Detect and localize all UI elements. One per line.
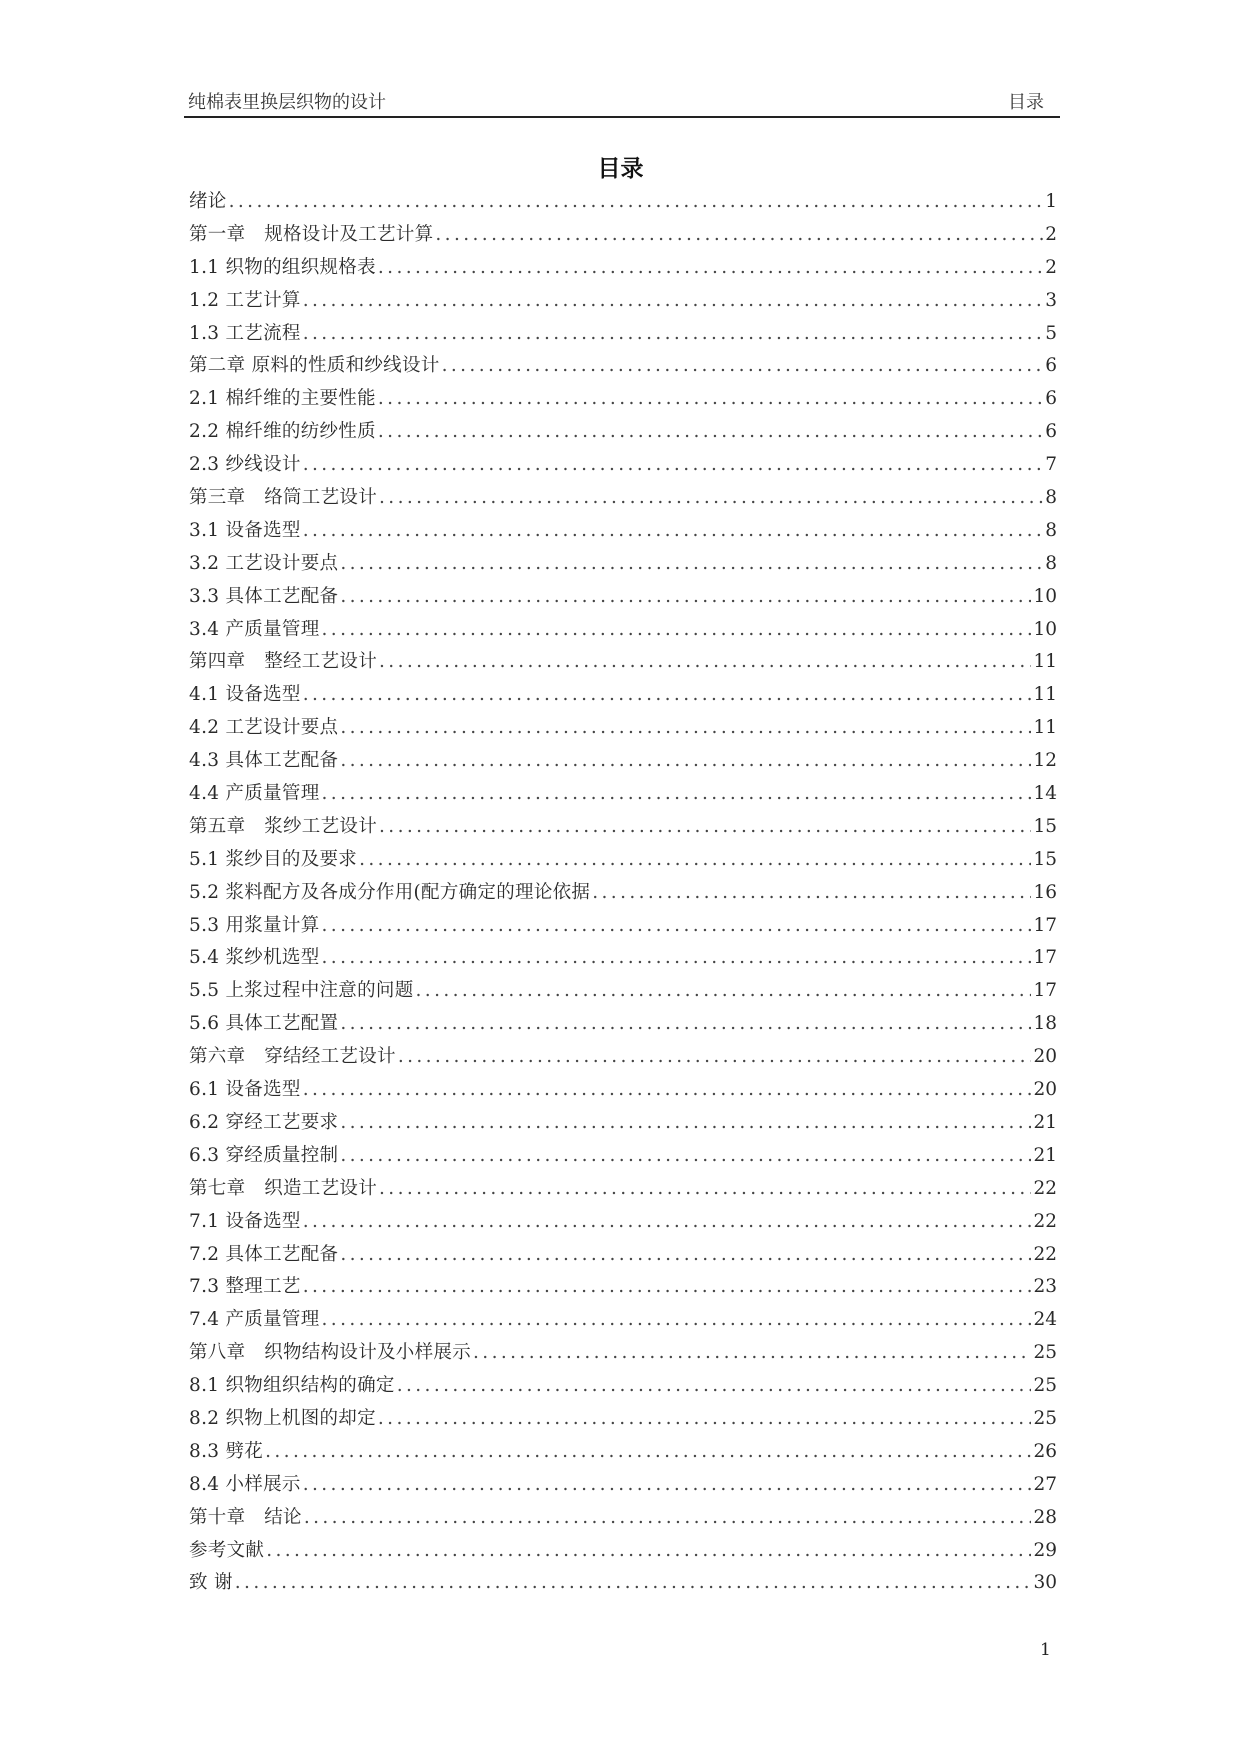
toc-dot-leader bbox=[379, 646, 1031, 679]
toc-entry-label: 5.1 浆纱目的及要求 bbox=[189, 848, 358, 870]
toc-entry-page: 25 bbox=[1033, 1342, 1057, 1364]
toc-entry[interactable] bbox=[189, 1567, 1057, 1600]
toc-entry-label: 第七章 织造工艺设计 bbox=[189, 1177, 378, 1199]
toc-entry-page: 15 bbox=[1033, 848, 1057, 870]
toc-entry[interactable] bbox=[189, 646, 1057, 679]
toc-entry-page: 7 bbox=[1045, 454, 1057, 476]
toc-entry[interactable] bbox=[189, 942, 1057, 975]
toc-entry[interactable] bbox=[189, 252, 1057, 285]
toc-entry-page: 26 bbox=[1033, 1440, 1057, 1462]
toc-entry-label: 第五章 浆纱工艺设计 bbox=[189, 815, 378, 837]
toc-entry-page: 11 bbox=[1033, 717, 1057, 739]
toc-entry[interactable] bbox=[189, 1239, 1057, 1272]
toc-entry-page: 8 bbox=[1045, 487, 1057, 509]
toc-dot-leader bbox=[304, 1502, 1032, 1535]
toc-dot-leader bbox=[303, 515, 1044, 548]
toc-entry[interactable] bbox=[189, 1370, 1057, 1403]
toc-entry-page: 14 bbox=[1033, 783, 1057, 805]
header-document-title: 纯棉表里换层织物的设计 bbox=[188, 92, 386, 113]
toc-dot-leader bbox=[322, 778, 1032, 811]
toc-entry[interactable] bbox=[189, 383, 1057, 416]
toc-entry-label: 8.2 织物上机图的却定 bbox=[189, 1407, 376, 1429]
toc-dot-leader bbox=[340, 1008, 1031, 1041]
toc-entry-label: 8.1 织物组织结构的确定 bbox=[189, 1375, 395, 1397]
page-number: 1 bbox=[1040, 1640, 1051, 1660]
toc-entry-label: 第三章 络筒工艺设计 bbox=[189, 487, 378, 509]
toc-entry-label: 8.3 劈花 bbox=[189, 1440, 264, 1462]
toc-entry-page: 29 bbox=[1033, 1539, 1057, 1561]
toc-entry[interactable] bbox=[189, 614, 1057, 647]
toc-entry-label: 1.3 工艺流程 bbox=[189, 322, 301, 344]
toc-entry-label: 参考文献 bbox=[189, 1539, 265, 1561]
toc-entry-label: 7.2 具体工艺配备 bbox=[189, 1243, 339, 1265]
toc-entry-page: 22 bbox=[1033, 1177, 1057, 1199]
toc-entry-label: 5.6 具体工艺配置 bbox=[189, 1013, 339, 1035]
toc-dot-leader bbox=[340, 581, 1031, 614]
toc-entry[interactable] bbox=[189, 482, 1057, 515]
toc-entry-label: 4.2 工艺设计要点 bbox=[189, 717, 339, 739]
toc-entry-page: 6 bbox=[1045, 388, 1057, 410]
toc-entry[interactable] bbox=[189, 679, 1057, 712]
toc-entry-label: 第四章 整经工艺设计 bbox=[189, 651, 378, 673]
toc-entry-page: 11 bbox=[1033, 684, 1057, 706]
toc-entry-label: 1.1 织物的组织规格表 bbox=[189, 256, 376, 278]
toc-dot-leader bbox=[435, 219, 1043, 252]
toc-entry[interactable] bbox=[189, 1304, 1057, 1337]
toc-entry-label: 第六章 穿结经工艺设计 bbox=[189, 1046, 396, 1068]
toc-entry[interactable] bbox=[189, 1107, 1057, 1140]
toc-entry-page: 24 bbox=[1033, 1309, 1057, 1331]
toc-entry-label: 6.2 穿经工艺要求 bbox=[189, 1111, 339, 1133]
toc-dot-leader bbox=[378, 1403, 1032, 1436]
toc-entry[interactable] bbox=[189, 581, 1057, 614]
toc-entry[interactable] bbox=[189, 1535, 1057, 1568]
toc-entry-label: 4.3 具体工艺配备 bbox=[189, 750, 339, 772]
toc-dot-leader bbox=[378, 383, 1043, 416]
toc-entry-page: 1 bbox=[1045, 191, 1057, 212]
toc-entry-label: 3.4 产质量管理 bbox=[189, 618, 320, 640]
toc-dot-leader bbox=[592, 877, 1031, 910]
toc-entry-page: 25 bbox=[1033, 1407, 1057, 1429]
toc-entry[interactable] bbox=[189, 1074, 1057, 1107]
page-header bbox=[184, 86, 1060, 118]
toc-entry-page: 18 bbox=[1033, 1013, 1057, 1035]
toc-entry-label: 8.4 小样展示 bbox=[189, 1473, 301, 1495]
toc-entry-page: 8 bbox=[1045, 552, 1057, 574]
toc-entry-page: 20 bbox=[1033, 1079, 1057, 1101]
toc-entry[interactable] bbox=[189, 1403, 1057, 1436]
toc-entry-label: 第八章 织物结构设计及小样展示 bbox=[189, 1342, 472, 1364]
toc-dot-leader bbox=[473, 1337, 1031, 1370]
toc-entry-page: 17 bbox=[1033, 980, 1057, 1002]
toc-entry[interactable] bbox=[189, 975, 1057, 1008]
toc-entry-page: 23 bbox=[1033, 1276, 1057, 1298]
toc-entry-page: 2 bbox=[1045, 256, 1057, 278]
toc-entry[interactable] bbox=[189, 1337, 1057, 1370]
toc-heading: 目录 bbox=[597, 156, 644, 182]
toc-entry[interactable] bbox=[189, 1502, 1057, 1535]
toc-dot-leader bbox=[303, 1469, 1032, 1502]
toc-entry-label: 3.3 具体工艺配备 bbox=[189, 585, 339, 607]
toc-entry[interactable] bbox=[189, 350, 1057, 383]
toc-entry-label: 2.1 棉纤维的主要性能 bbox=[189, 388, 376, 410]
toc-entry[interactable] bbox=[189, 449, 1057, 482]
toc-dot-leader bbox=[397, 1370, 1032, 1403]
toc-dot-leader bbox=[303, 318, 1044, 351]
toc-entry-page: 20 bbox=[1033, 1046, 1057, 1068]
toc-entry[interactable] bbox=[189, 910, 1057, 943]
toc-entry-label: 5.3 用浆量计算 bbox=[189, 914, 320, 936]
toc-dot-leader bbox=[379, 482, 1043, 515]
toc-entry-label: 第十章 结论 bbox=[189, 1506, 302, 1528]
toc-entry-label: 7.4 产质量管理 bbox=[189, 1309, 320, 1331]
toc-entry[interactable] bbox=[189, 1436, 1057, 1469]
toc-dot-leader bbox=[359, 844, 1031, 877]
toc-entry-label: 4.4 产质量管理 bbox=[189, 783, 320, 805]
toc-entry-label: 5.5 上浆过程中注意的问题 bbox=[189, 980, 414, 1002]
toc-entry-label: 7.1 设备选型 bbox=[189, 1210, 301, 1232]
toc-dot-leader bbox=[340, 548, 1043, 581]
toc-entry-page: 21 bbox=[1033, 1111, 1057, 1133]
toc-dot-leader bbox=[265, 1436, 1031, 1469]
toc-entry-page: 5 bbox=[1045, 322, 1057, 344]
toc-entry-page: 25 bbox=[1033, 1375, 1057, 1397]
toc-entry[interactable] bbox=[189, 811, 1057, 844]
toc-entry[interactable] bbox=[189, 1206, 1057, 1239]
toc-dot-leader bbox=[322, 942, 1032, 975]
toc-dot-leader bbox=[340, 745, 1031, 778]
toc-dot-leader bbox=[303, 679, 1032, 712]
toc-entry-page: 10 bbox=[1033, 585, 1057, 607]
toc-entry-page: 27 bbox=[1033, 1473, 1057, 1495]
toc-entry-label: 6.1 设备选型 bbox=[189, 1079, 301, 1101]
toc-entry-label: 第一章 规格设计及工艺计算 bbox=[189, 223, 434, 245]
toc-entry[interactable] bbox=[189, 712, 1057, 745]
toc-dot-leader bbox=[340, 1107, 1031, 1140]
toc-dot-leader bbox=[303, 1206, 1032, 1239]
toc-entry-label: 绪论 bbox=[189, 191, 227, 212]
toc-entry[interactable] bbox=[189, 844, 1057, 877]
toc-entry-label: 致 谢 bbox=[189, 1572, 233, 1594]
toc-dot-leader bbox=[303, 285, 1044, 318]
toc-entry[interactable] bbox=[189, 778, 1057, 811]
toc-entry[interactable] bbox=[189, 285, 1057, 318]
toc-entry[interactable] bbox=[189, 1008, 1057, 1041]
toc-entry-page: 11 bbox=[1033, 651, 1057, 673]
table-of-contents bbox=[189, 186, 1057, 1600]
toc-entry-page: 17 bbox=[1033, 914, 1057, 936]
toc-dot-leader bbox=[303, 1074, 1032, 1107]
toc-dot-leader bbox=[322, 1304, 1032, 1337]
toc-dot-leader bbox=[340, 1140, 1031, 1173]
toc-entry-page: 22 bbox=[1033, 1243, 1057, 1265]
toc-entry-page: 3 bbox=[1045, 289, 1057, 311]
toc-entry-label: 2.2 棉纤维的纺纱性质 bbox=[189, 421, 376, 443]
toc-entry[interactable] bbox=[189, 186, 1057, 219]
toc-entry[interactable] bbox=[189, 318, 1057, 351]
toc-entry[interactable] bbox=[189, 219, 1057, 252]
toc-entry-label: 1.2 工艺计算 bbox=[189, 289, 301, 311]
toc-entry[interactable] bbox=[189, 1041, 1057, 1074]
toc-entry-label: 5.2 浆料配方及各成分作用(配方确定的理论依据 bbox=[189, 881, 591, 903]
toc-dot-leader bbox=[303, 449, 1044, 482]
toc-entry-label: 3.1 设备选型 bbox=[189, 519, 301, 541]
toc-entry-label: 7.3 整理工艺 bbox=[189, 1276, 301, 1298]
toc-dot-leader bbox=[235, 1567, 1032, 1600]
toc-dot-leader bbox=[340, 1239, 1031, 1272]
toc-entry[interactable] bbox=[189, 1469, 1057, 1502]
toc-entry-page: 28 bbox=[1033, 1506, 1057, 1528]
toc-entry-page: 22 bbox=[1033, 1210, 1057, 1232]
toc-entry-page: 21 bbox=[1033, 1144, 1057, 1166]
toc-entry[interactable] bbox=[189, 745, 1057, 778]
toc-entry-page: 6 bbox=[1045, 421, 1057, 443]
toc-entry[interactable] bbox=[189, 877, 1057, 910]
toc-dot-leader bbox=[322, 614, 1032, 647]
toc-entry[interactable] bbox=[189, 548, 1057, 581]
toc-dot-leader bbox=[266, 1535, 1031, 1568]
toc-entry-page: 16 bbox=[1033, 881, 1057, 903]
toc-dot-leader bbox=[322, 910, 1032, 943]
header-section-title: 目录 bbox=[1008, 92, 1044, 113]
toc-entry-label: 6.3 穿经质量控制 bbox=[189, 1144, 339, 1166]
toc-dot-leader bbox=[398, 1041, 1032, 1074]
toc-entry-label: 3.2 工艺设计要点 bbox=[189, 552, 339, 574]
toc-entry-label: 5.4 浆纱机选型 bbox=[189, 947, 320, 969]
toc-entry-page: 2 bbox=[1045, 223, 1057, 245]
toc-entry-label: 4.1 设备选型 bbox=[189, 684, 301, 706]
toc-entry-page: 6 bbox=[1045, 355, 1057, 377]
toc-entry-label: 第二章 原料的性质和纱线设计 bbox=[189, 355, 440, 377]
toc-entry[interactable] bbox=[189, 1173, 1057, 1206]
toc-entry[interactable] bbox=[189, 416, 1057, 449]
toc-entry-page: 30 bbox=[1033, 1572, 1057, 1594]
toc-entry-page: 17 bbox=[1033, 947, 1057, 969]
toc-dot-leader bbox=[303, 1271, 1032, 1304]
toc-dot-leader bbox=[378, 252, 1043, 285]
toc-dot-leader bbox=[229, 186, 1044, 219]
toc-dot-leader bbox=[340, 712, 1031, 745]
toc-entry[interactable] bbox=[189, 1140, 1057, 1173]
toc-entry-page: 10 bbox=[1033, 618, 1057, 640]
toc-entry[interactable] bbox=[189, 515, 1057, 548]
toc-dot-leader bbox=[379, 811, 1031, 844]
toc-entry-page: 8 bbox=[1045, 519, 1057, 541]
toc-dot-leader bbox=[442, 350, 1044, 383]
toc-dot-leader bbox=[416, 975, 1032, 1008]
toc-entry-label: 2.3 纱线设计 bbox=[189, 454, 301, 476]
toc-dot-leader bbox=[379, 1173, 1031, 1206]
toc-entry[interactable] bbox=[189, 1271, 1057, 1304]
toc-dot-leader bbox=[378, 416, 1043, 449]
toc-entry-page: 15 bbox=[1033, 815, 1057, 837]
toc-entry-page: 12 bbox=[1033, 750, 1057, 772]
